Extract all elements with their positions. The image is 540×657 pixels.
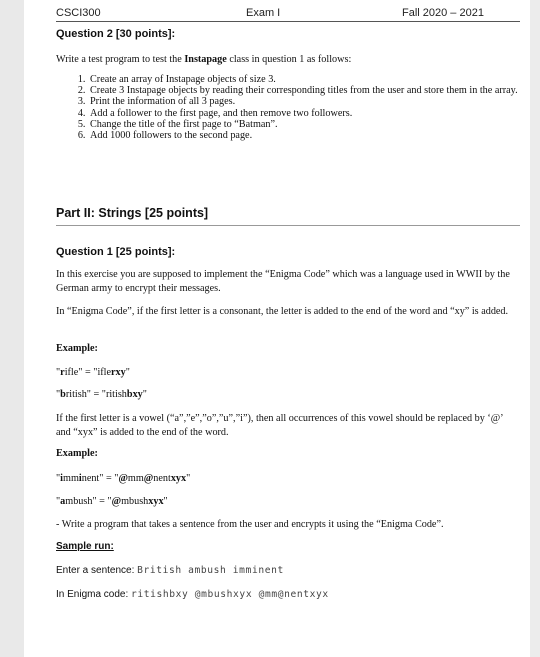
question1-para3: If the first letter is a vowel (“a”,”e”,”o”,”u”,”i”), then all occurrences of this vowel should be replaced by ‘@’ and “xyx” is added to the end of the word. <box>56 413 503 438</box>
bold-part: rxy <box>111 367 126 378</box>
bold-part: r <box>60 367 65 378</box>
plain-part: ritish <box>65 389 87 400</box>
quote: " <box>56 389 61 400</box>
plain-part: mbush <box>65 496 93 507</box>
question1-para1: In this exercise you are supposed to implement the “Enigma Code” which was a language used in WWII by the German army to encrypt their messages. <box>56 269 510 294</box>
example-ambush <box>56 496 168 508</box>
quote: " <box>125 367 130 378</box>
bold-part: i <box>60 473 64 484</box>
quote: " <box>186 473 191 484</box>
sample-run-input: British ambush imminent <box>137 565 284 576</box>
question1-para4: - Write a program that takes a sentence from the user and encrypts it using the “Enigma Code”. <box>56 519 444 530</box>
bold-part: bxy <box>126 389 143 400</box>
task-item: 1. Create an array of Instapage objects of size 3. <box>88 74 538 85</box>
bold-part: @ <box>111 496 122 507</box>
equals-part: " = " <box>99 473 119 484</box>
bold-part: xyx <box>148 496 164 507</box>
sample-run-output: ritishbxy @mbushxyx @mm@nentxyx <box>131 589 329 600</box>
example-rifle <box>56 367 130 379</box>
plain-part: nent <box>81 473 100 484</box>
bold-part: @ <box>143 473 154 484</box>
quote: " <box>56 473 61 484</box>
bold-part: @ <box>118 473 128 484</box>
plain-part: ifle <box>64 367 79 378</box>
document-page <box>24 0 530 657</box>
bold-part: i <box>78 473 82 484</box>
sample-run-input-line <box>56 565 284 576</box>
question2-intro <box>56 53 518 67</box>
bold-part: b <box>60 389 66 400</box>
task-item: 5. Change the title of the first page to “Batman”. <box>88 119 538 130</box>
task-list <box>56 74 538 141</box>
equals-part: " = "ifle <box>78 367 112 378</box>
quote: " <box>56 367 61 378</box>
task-item: 6. Add 1000 followers to the second page. <box>88 130 538 141</box>
plain-part: nent <box>153 473 171 484</box>
intro-text-before: Write a test program to test the <box>56 54 185 65</box>
example-label: Example: <box>56 343 98 354</box>
plain-part: mbush <box>121 496 149 507</box>
header-term: Fall 2020 – 2021 <box>402 7 484 19</box>
example-british <box>56 389 147 401</box>
part2-heading-text: Part II: Strings [25 points] <box>56 206 209 220</box>
bold-part: xyx <box>170 473 187 484</box>
example-label-2: Example: <box>56 448 98 459</box>
question2-heading: Question 2 [30 points]: <box>56 28 176 40</box>
task-item: 2. Create 3 Instapage objects by reading their corresponding titles from the user and store them in the array. <box>88 85 538 96</box>
bold-part: a <box>60 496 66 507</box>
quote: " <box>56 496 61 507</box>
quote: " <box>163 496 168 507</box>
part2-heading <box>56 206 520 226</box>
intro-class-name: Instapage <box>184 54 227 65</box>
left-margin <box>0 0 24 657</box>
header-exam: Exam I <box>246 7 281 19</box>
header-course: CSCI300 <box>56 7 101 19</box>
task-item: 3. Print the information of all 3 pages. <box>88 96 538 107</box>
plain-part: mm <box>127 473 144 484</box>
sample-run-output-label: In Enigma code: <box>56 589 132 600</box>
sample-run-prompt: Enter a sentence: <box>56 565 138 576</box>
quote: " <box>142 389 147 400</box>
page-header <box>56 7 520 22</box>
intro-text-after: class in question 1 as follows: <box>226 54 352 65</box>
question1-para2: In “Enigma Code”, if the first letter is a consonant, the letter is added to the end of the word and “xy” is added. <box>56 306 509 317</box>
sample-run-output-line <box>56 589 329 600</box>
sample-run-heading: Sample run: <box>56 541 114 552</box>
equals-part: " = "ritish <box>86 389 127 400</box>
question1-heading: Question 1 [25 points]: <box>56 246 176 258</box>
equals-part: " = " <box>92 496 112 507</box>
plain-part: mm <box>63 473 79 484</box>
example-imminent <box>56 473 190 485</box>
task-item: 4. Add a follower to the first page, and then remove two followers. <box>88 108 538 119</box>
